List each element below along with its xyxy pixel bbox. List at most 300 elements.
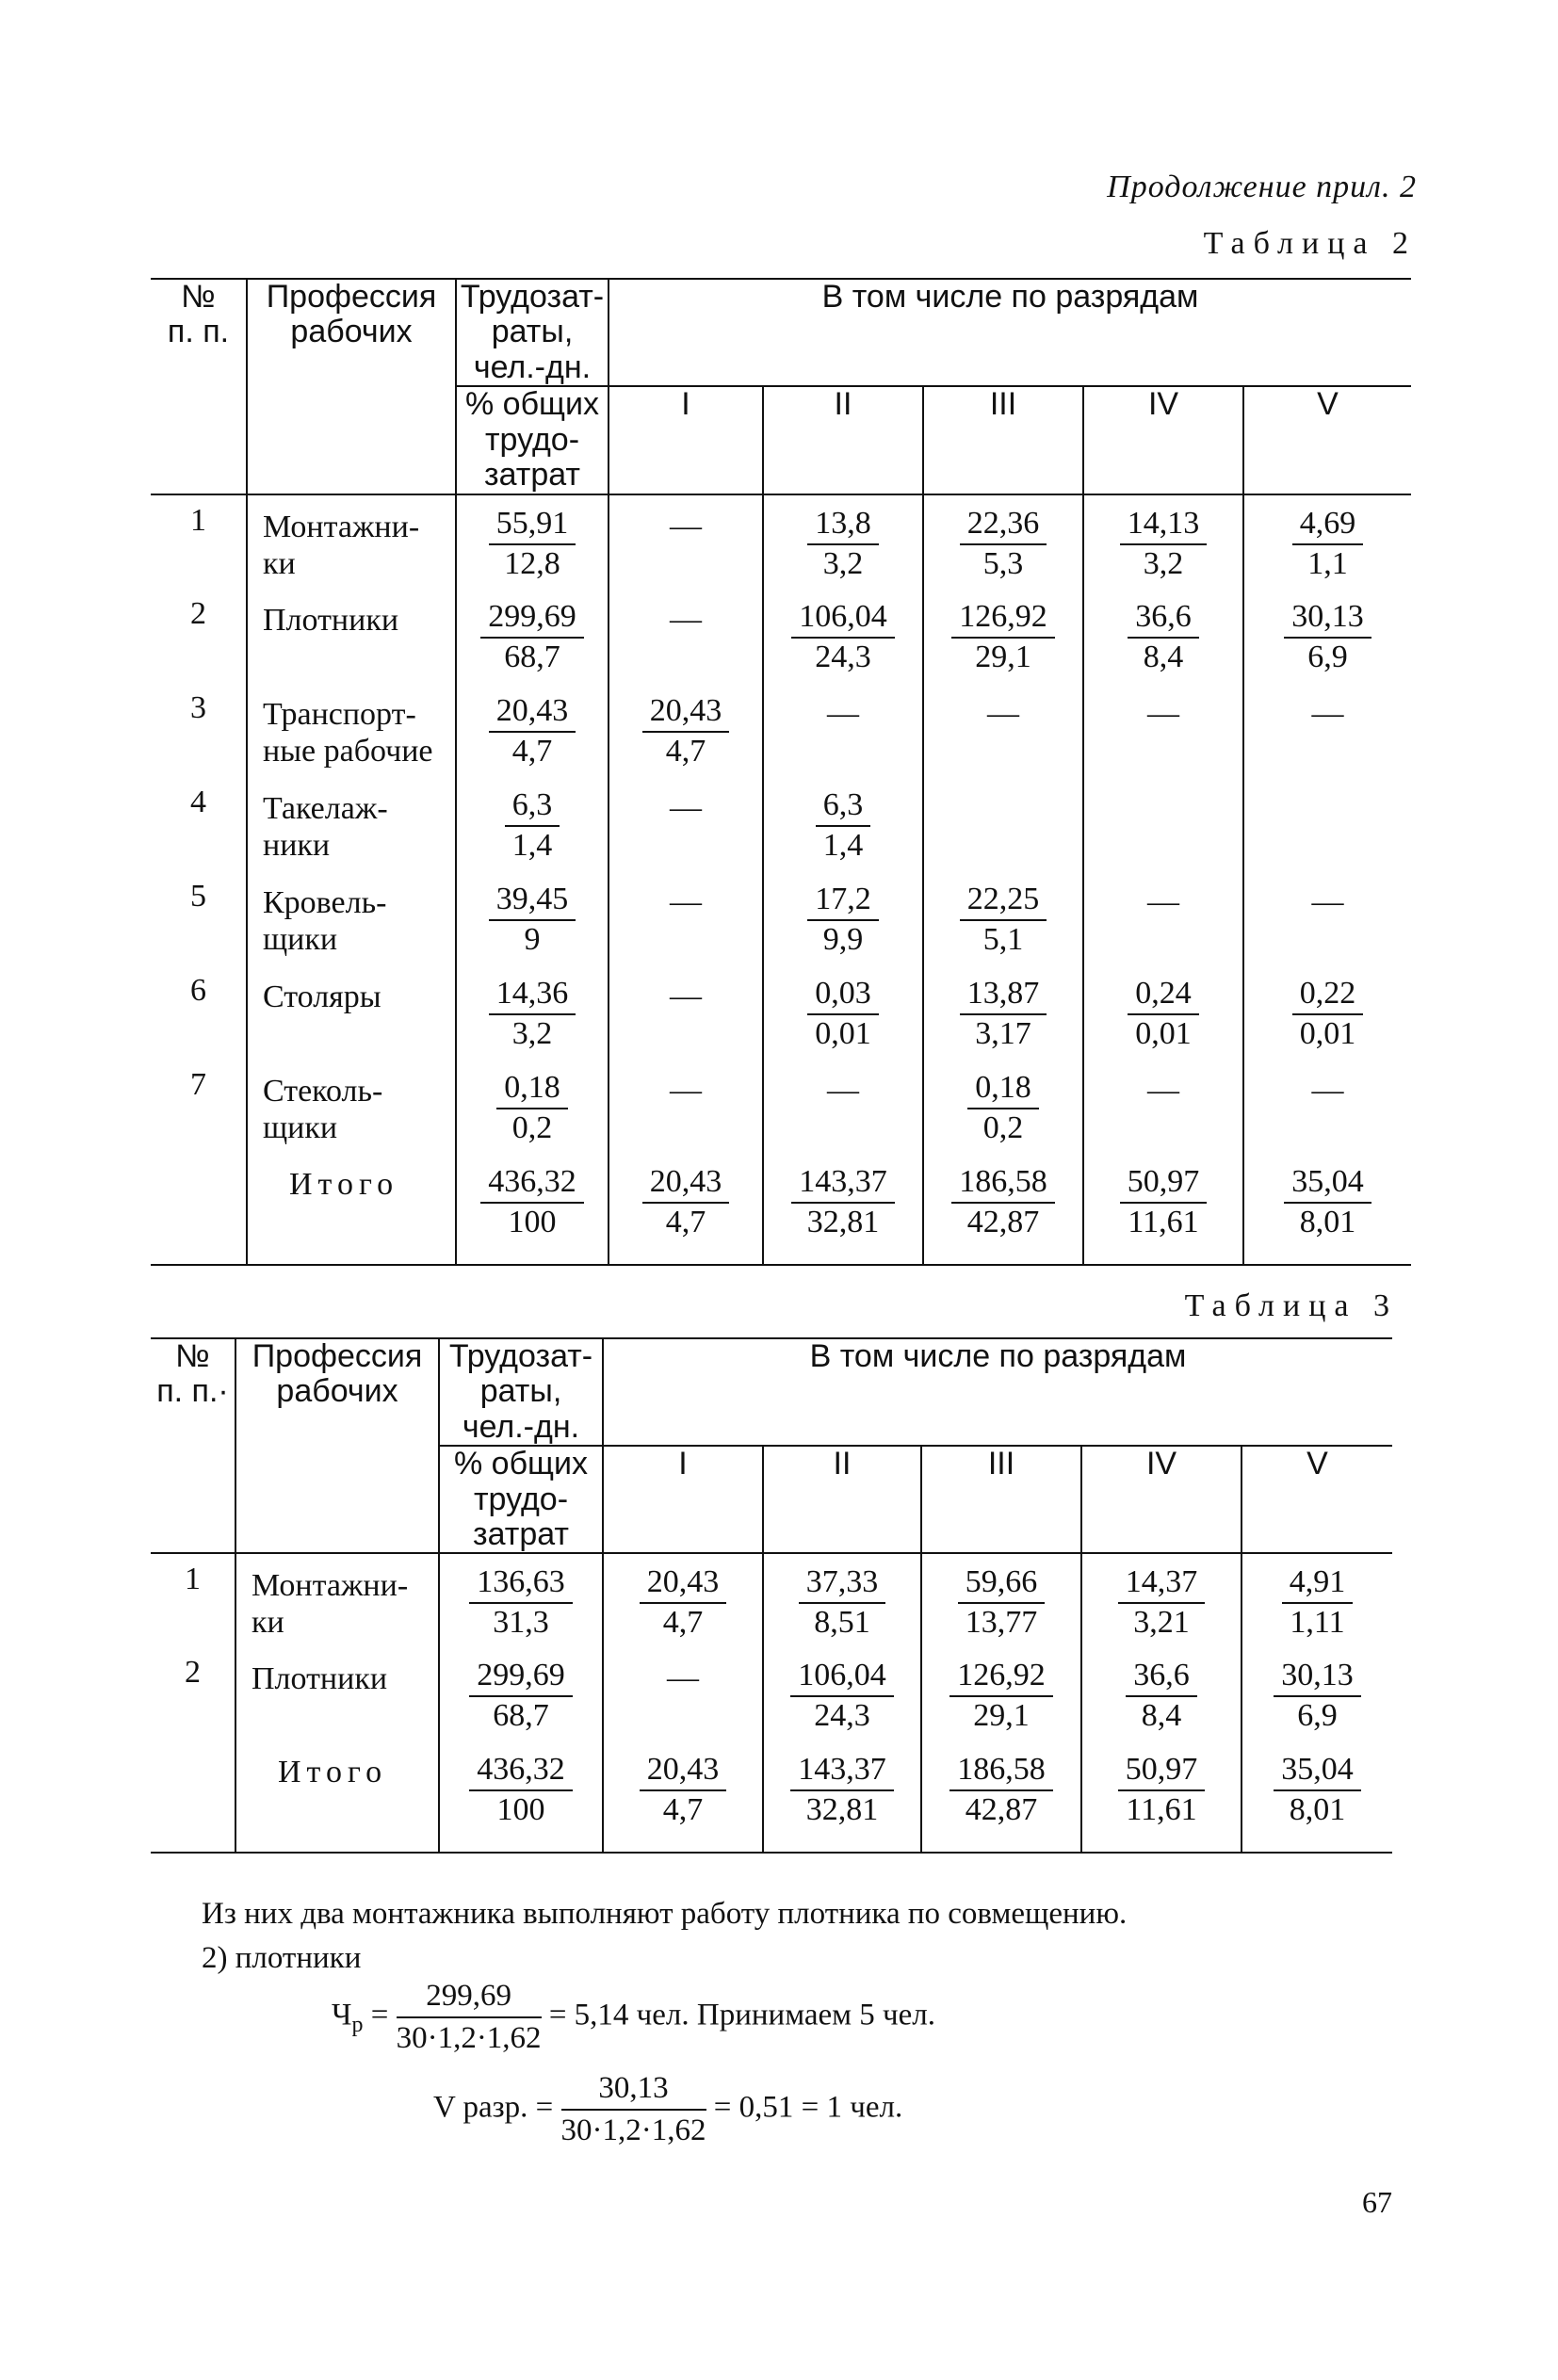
fraction-denominator: 42,87	[966, 1204, 1040, 1239]
fraction-numerator: 4,91	[1282, 1563, 1354, 1604]
grade-cell-g1	[609, 965, 763, 1060]
header-grade-4: IV	[1081, 1446, 1242, 1553]
table3-caption: Таблица 3	[1184, 1288, 1398, 1323]
header-profession: Профессия рабочих	[247, 279, 456, 494]
dash-empty: —	[827, 696, 859, 732]
fraction-value	[642, 1163, 730, 1242]
grade-cell-g1	[609, 1154, 763, 1265]
grade-cell-g4	[1083, 494, 1243, 589]
fraction-denominator: 11,61	[1126, 1792, 1197, 1828]
fraction-numerator: 6,3	[816, 786, 871, 827]
grade-cell-g3	[921, 1553, 1081, 1647]
fraction-value	[1118, 1563, 1206, 1643]
fraction-numerator: 126,92	[951, 598, 1055, 639]
fraction-numerator: 436,32	[480, 1163, 584, 1204]
fraction-value	[489, 975, 576, 1054]
dash-empty: —	[1147, 696, 1179, 732]
fraction-numerator: 143,37	[790, 1751, 894, 1791]
grade-cell-g2	[763, 777, 923, 871]
fraction-numerator: 30,13	[1284, 598, 1371, 639]
formula-numerator: 299,69	[397, 1976, 542, 2018]
header-grade-2: II	[763, 1446, 921, 1553]
fraction-numerator: 186,58	[951, 1163, 1055, 1204]
fraction-denominator: 8,4	[1141, 1698, 1182, 1734]
profession-name: Столяры	[247, 965, 456, 1060]
fraction-numerator: 14,13	[1120, 505, 1208, 545]
formula-lhs: V разр. =	[433, 2090, 554, 2125]
labor-cell	[439, 1647, 603, 1741]
grade-cell-g2	[763, 494, 923, 589]
table-row	[151, 1553, 1392, 1647]
fraction-value	[469, 1751, 573, 1830]
fraction-denominator: 31,3	[493, 1605, 549, 1641]
fraction-value	[960, 881, 1047, 960]
dash-empty: —	[670, 979, 702, 1014]
fraction-denominator: 8,4	[1143, 639, 1184, 674]
header-by-grade: В том числе по разрядам	[609, 279, 1411, 386]
formula-eq: =	[370, 1998, 389, 2032]
dash-empty: —	[1147, 884, 1179, 920]
fraction-value	[1120, 505, 1208, 584]
grade-cell-g1	[603, 1647, 763, 1741]
header-num: № п. п.	[151, 279, 247, 494]
fraction-numerator: 299,69	[480, 598, 584, 639]
grade-cell-g2	[763, 683, 923, 777]
profession-name: Стеколь- щики	[247, 1060, 456, 1154]
row-number: 7	[190, 1067, 206, 1103]
grade-cell-g4	[1081, 1553, 1242, 1647]
dash-empty: —	[670, 509, 702, 544]
fraction-denominator: 3,21	[1133, 1605, 1190, 1641]
grade-cell-g2	[763, 589, 923, 683]
fraction-denominator: 1,4	[511, 827, 553, 863]
fraction-denominator: 8,51	[814, 1605, 870, 1641]
row-number: 6	[190, 973, 206, 1009]
fraction-value	[958, 1563, 1046, 1643]
table-row	[151, 1060, 1411, 1154]
fraction-value	[816, 786, 871, 866]
header-labor-percent: % общих трудо- затрат	[439, 1446, 603, 1553]
fraction-value	[949, 1751, 1053, 1830]
fraction-numerator: 35,04	[1274, 1751, 1361, 1791]
dash-empty: —	[827, 1073, 859, 1109]
fraction-denominator: 3,2	[822, 545, 864, 581]
formula-denominator: 30·1,2·1,62	[560, 2113, 706, 2147]
table-row	[151, 965, 1411, 1060]
fraction-denominator: 13,77	[965, 1605, 1038, 1641]
fraction-denominator: 0,01	[1299, 1015, 1356, 1051]
header-by-grade: В том числе по разрядам	[603, 1338, 1392, 1446]
fraction-numerator: 59,66	[958, 1563, 1046, 1604]
formula-fraction	[561, 2068, 706, 2151]
fraction-value	[489, 505, 576, 584]
fraction-denominator: 1,1	[1307, 545, 1348, 581]
dash-empty: —	[670, 884, 702, 920]
header-grade-3: III	[923, 386, 1083, 494]
fraction-value	[807, 975, 879, 1054]
fraction-denominator: 29,1	[975, 639, 1031, 674]
row-number: 3	[190, 690, 206, 726]
fraction-numerator: 20,43	[489, 692, 576, 733]
continuation-note: Продолжение прил. 2	[1107, 170, 1417, 204]
fraction-denominator: 100	[508, 1204, 557, 1239]
fraction-denominator: 4,7	[662, 1605, 704, 1641]
formula-grade-v	[433, 2068, 902, 2151]
grade-cell-g4	[1083, 1060, 1243, 1154]
labor-cell	[439, 1553, 603, 1647]
grade-cell-g3	[923, 871, 1083, 965]
grade-cell-g5	[1243, 589, 1411, 683]
grade-cell-g3	[923, 1060, 1083, 1154]
fraction-value	[807, 881, 879, 960]
fraction-value	[1120, 1163, 1208, 1242]
fraction-value	[489, 692, 576, 771]
row-number: 5	[190, 879, 206, 915]
header-grade-1: I	[603, 1446, 763, 1553]
fraction-numerator: 20,43	[642, 1163, 730, 1204]
fraction-numerator: 4,69	[1292, 505, 1364, 545]
text-line-2: 2) плотники	[202, 1941, 362, 1975]
dash-empty: —	[1311, 1073, 1344, 1109]
fraction-denominator: 1,11	[1290, 1605, 1345, 1641]
dash-empty: —	[1147, 1073, 1179, 1109]
formula-rhs: = 5,14 чел. Принимаем 5 чел.	[548, 1998, 935, 2032]
grade-cell-g5	[1243, 683, 1411, 777]
dash-empty: —	[987, 696, 1019, 732]
fraction-denominator: 1,4	[822, 827, 864, 863]
fraction-numerator: 106,04	[791, 598, 895, 639]
table-3	[151, 1337, 1392, 1854]
table-row	[151, 1154, 1411, 1265]
labor-cell	[439, 1741, 603, 1853]
fraction-value	[960, 505, 1047, 584]
fraction-denominator: 8,01	[1289, 1792, 1346, 1828]
grade-cell-g2	[763, 1647, 921, 1741]
grade-cell-g2	[763, 1553, 921, 1647]
header-labor-percent: % общих трудо- затрат	[456, 386, 609, 494]
fraction-denominator: 3,2	[1143, 545, 1184, 581]
row-number: 2	[185, 1655, 201, 1691]
grade-cell-g3	[923, 965, 1083, 1060]
profession-name: Кровель- щики	[247, 871, 456, 965]
fraction-value	[807, 505, 879, 584]
profession-name: Монтажни- ки	[235, 1553, 439, 1647]
fraction-denominator: 24,3	[815, 639, 871, 674]
fraction-value	[1118, 1751, 1206, 1830]
fraction-numerator: 55,91	[489, 505, 576, 545]
header-grade-5: V	[1243, 386, 1411, 494]
dash-empty: —	[670, 1073, 702, 1109]
grade-cell-g3	[923, 494, 1083, 589]
row-number: 4	[190, 785, 206, 820]
fraction-value	[1126, 1657, 1197, 1736]
fraction-denominator: 0,2	[511, 1109, 553, 1145]
dash-empty: —	[670, 602, 702, 638]
profession-name: Такелаж- ники	[247, 777, 456, 871]
profession-name: Транспорт- ные рабочие	[247, 683, 456, 777]
grade-cell-g4	[1083, 589, 1243, 683]
fraction-numerator: 13,87	[960, 975, 1047, 1015]
fraction-numerator: 37,33	[799, 1563, 886, 1604]
fraction-value	[1284, 1163, 1371, 1242]
table-3-body	[151, 1553, 1392, 1853]
grade-cell-g1	[609, 777, 763, 871]
fraction-value	[642, 692, 730, 771]
fraction-denominator: 4,7	[665, 733, 706, 769]
grade-cell-g5	[1243, 1154, 1411, 1265]
formula-numerator: 30,13	[561, 2068, 706, 2111]
grade-cell-g4	[1083, 871, 1243, 965]
header-grade-3: III	[921, 1446, 1081, 1553]
fraction-numerator: 22,25	[960, 881, 1047, 921]
fraction-value	[496, 1069, 568, 1148]
fraction-denominator: 12,8	[504, 545, 560, 581]
labor-cell	[456, 871, 609, 965]
fraction-denominator: 29,1	[973, 1698, 1030, 1734]
grade-cell-g2	[763, 1060, 923, 1154]
labor-cell	[456, 1154, 609, 1265]
header-grade-5: V	[1242, 1446, 1392, 1553]
row-number: 1	[185, 1562, 201, 1597]
fraction-numerator: 0,03	[807, 975, 879, 1015]
fraction-denominator: 6,9	[1307, 639, 1348, 674]
fraction-numerator: 126,92	[949, 1657, 1053, 1697]
fraction-value	[1292, 975, 1364, 1054]
grade-cell-g4	[1081, 1741, 1242, 1853]
total-label: Итого	[247, 1154, 456, 1265]
fraction-numerator: 30,13	[1274, 1657, 1361, 1697]
fraction-denominator: 5,3	[982, 545, 1024, 581]
fraction-value	[1282, 1563, 1354, 1643]
fraction-value	[951, 598, 1055, 677]
header-grade-4: IV	[1083, 386, 1243, 494]
dash-empty: —	[1311, 696, 1344, 732]
fraction-value	[951, 1163, 1055, 1242]
page-number: 67	[1362, 2185, 1392, 2219]
fraction-numerator: 0,18	[496, 1069, 568, 1109]
labor-cell	[456, 965, 609, 1060]
grade-cell-g1	[609, 494, 763, 589]
fraction-value	[1274, 1657, 1361, 1736]
fraction-numerator: 6,3	[505, 786, 560, 827]
row-number: 1	[190, 503, 206, 539]
fraction-denominator: 42,87	[965, 1792, 1038, 1828]
fraction-denominator: 24,3	[814, 1698, 870, 1734]
fraction-numerator: 36,6	[1126, 1657, 1197, 1697]
grade-cell-g5	[1243, 965, 1411, 1060]
grade-cell-g4	[1083, 1154, 1243, 1265]
grade-cell-g3	[923, 777, 1083, 871]
table2-caption: Таблица 2	[1203, 226, 1417, 261]
table-2-body	[151, 494, 1411, 1265]
fraction-value	[505, 786, 560, 866]
fraction-numerator: 136,63	[469, 1563, 573, 1604]
row-number: 2	[190, 596, 206, 632]
labor-cell	[456, 683, 609, 777]
fraction-value	[949, 1657, 1053, 1736]
fraction-denominator: 4,7	[662, 1792, 704, 1828]
fraction-value	[1292, 505, 1364, 584]
fraction-value	[967, 1069, 1039, 1148]
table-row	[151, 871, 1411, 965]
fraction-value	[790, 1657, 894, 1736]
fraction-denominator: 0,01	[815, 1015, 871, 1051]
fraction-numerator: 36,6	[1128, 598, 1199, 639]
fraction-numerator: 20,43	[640, 1751, 727, 1791]
labor-cell	[456, 1060, 609, 1154]
table-row	[151, 683, 1411, 777]
grade-cell-g5	[1243, 1060, 1411, 1154]
header-grade-1: I	[609, 386, 763, 494]
dash-empty: —	[670, 790, 702, 826]
fraction-numerator: 50,97	[1120, 1163, 1208, 1204]
fraction-value	[469, 1657, 573, 1736]
formula-rhs: = 0,51 = 1 чел.	[713, 2090, 903, 2125]
fraction-denominator: 68,7	[504, 639, 560, 674]
grade-cell-g1	[609, 1060, 763, 1154]
dash-empty: —	[1311, 884, 1344, 920]
grade-cell-g5	[1242, 1741, 1392, 1853]
labor-cell	[456, 589, 609, 683]
fraction-denominator: 6,9	[1297, 1698, 1338, 1734]
table-row	[151, 494, 1411, 589]
grade-cell-g3	[923, 589, 1083, 683]
fraction-value	[1284, 598, 1371, 677]
grade-cell-g2	[763, 871, 923, 965]
fraction-numerator: 186,58	[949, 1751, 1053, 1791]
grade-cell-g2	[763, 965, 923, 1060]
grade-cell-g1	[603, 1553, 763, 1647]
labor-cell	[456, 494, 609, 589]
fraction-numerator: 20,43	[640, 1563, 727, 1604]
fraction-numerator: 299,69	[469, 1657, 573, 1697]
fraction-denominator: 11,61	[1128, 1204, 1199, 1239]
fraction-numerator: 0,24	[1128, 975, 1199, 1015]
fraction-numerator: 35,04	[1284, 1163, 1371, 1204]
fraction-numerator: 50,97	[1118, 1751, 1206, 1791]
grade-cell-g4	[1083, 965, 1243, 1060]
fraction-denominator: 9,9	[822, 921, 864, 957]
fraction-denominator: 0,01	[1135, 1015, 1192, 1051]
fraction-value	[1128, 598, 1199, 677]
fraction-value	[790, 1751, 894, 1830]
formula-denominator: 30·1,2·1,62	[396, 2020, 542, 2055]
header-grade-2: II	[763, 386, 923, 494]
fraction-denominator: 4,7	[665, 1204, 706, 1239]
fraction-denominator: 5,1	[982, 921, 1024, 957]
fraction-numerator: 0,18	[967, 1069, 1039, 1109]
grade-cell-g1	[609, 871, 763, 965]
fraction-denominator: 100	[496, 1792, 545, 1828]
table-row	[151, 1647, 1392, 1741]
table-2	[151, 278, 1411, 1266]
fraction-numerator: 39,45	[489, 881, 576, 921]
grade-cell-g4	[1083, 777, 1243, 871]
grade-cell-g2	[763, 1741, 921, 1853]
profession-name: Монтажни- ки	[247, 494, 456, 589]
fraction-value	[791, 1163, 895, 1242]
header-num: № п. п.·	[151, 1338, 235, 1553]
fraction-numerator: 17,2	[807, 881, 879, 921]
grade-cell-g5	[1242, 1553, 1392, 1647]
fraction-value	[799, 1563, 886, 1643]
fraction-denominator: 68,7	[493, 1698, 549, 1734]
row-number	[151, 1741, 235, 1853]
fraction-denominator: 32,81	[806, 1204, 880, 1239]
formula-lhs: Ч	[332, 1998, 352, 2032]
row-number	[151, 1154, 247, 1265]
text-line-1: Из них два монтажника выполняют работу плотника по совмещению.	[202, 1897, 1128, 1931]
header-profession: Профессия рабочих	[235, 1338, 439, 1553]
grade-cell-g3	[923, 683, 1083, 777]
fraction-numerator: 14,37	[1118, 1563, 1206, 1604]
fraction-numerator: 20,43	[642, 692, 730, 733]
dash-empty: —	[667, 1660, 699, 1696]
header-labor: Трудозат- раты, чел.-дн.	[456, 279, 609, 386]
fraction-value	[791, 598, 895, 677]
grade-cell-g4	[1081, 1647, 1242, 1741]
fraction-value	[640, 1751, 727, 1830]
fraction-value	[960, 975, 1047, 1054]
grade-cell-g3	[921, 1647, 1081, 1741]
grade-cell-g3	[923, 1154, 1083, 1265]
fraction-value	[469, 1563, 573, 1643]
fraction-denominator: 3,17	[975, 1015, 1031, 1051]
fraction-numerator: 436,32	[469, 1751, 573, 1791]
fraction-value	[1128, 975, 1199, 1054]
labor-cell	[456, 777, 609, 871]
grade-cell-g2	[763, 1154, 923, 1265]
fraction-numerator: 143,37	[791, 1163, 895, 1204]
grade-cell-g4	[1083, 683, 1243, 777]
fraction-value	[640, 1563, 727, 1643]
fraction-denominator: 32,81	[805, 1792, 879, 1828]
fraction-numerator: 13,8	[807, 505, 879, 545]
fraction-value	[489, 881, 576, 960]
total-label: Итого	[235, 1741, 439, 1853]
fraction-denominator: 3,2	[511, 1015, 553, 1051]
profession-name: Плотники	[247, 589, 456, 683]
grade-cell-g5	[1243, 777, 1411, 871]
grade-cell-g5	[1243, 871, 1411, 965]
fraction-value	[480, 1163, 584, 1242]
profession-name: Плотники	[235, 1647, 439, 1741]
fraction-numerator: 14,36	[489, 975, 576, 1015]
fraction-value	[480, 598, 584, 677]
fraction-value	[1274, 1751, 1361, 1830]
fraction-denominator: 8,01	[1299, 1204, 1356, 1239]
table-row	[151, 777, 1411, 871]
table-row	[151, 1741, 1392, 1853]
fraction-denominator: 9	[524, 921, 541, 957]
fraction-numerator: 22,36	[960, 505, 1047, 545]
formula-lhs-sub: р	[351, 2013, 364, 2038]
fraction-numerator: 106,04	[790, 1657, 894, 1697]
grade-cell-g5	[1242, 1647, 1392, 1741]
grade-cell-g1	[603, 1741, 763, 1853]
grade-cell-g1	[609, 683, 763, 777]
fraction-numerator: 0,22	[1292, 975, 1364, 1015]
fraction-denominator: 0,2	[982, 1109, 1024, 1145]
formula-fraction	[397, 1976, 542, 2059]
grade-cell-g5	[1243, 494, 1411, 589]
formula-workers	[332, 1976, 935, 2059]
grade-cell-g3	[921, 1741, 1081, 1853]
table-row	[151, 589, 1411, 683]
grade-cell-g1	[609, 589, 763, 683]
fraction-denominator: 4,7	[511, 733, 553, 769]
header-labor: Трудозат- раты, чел.-дн.	[439, 1338, 603, 1446]
